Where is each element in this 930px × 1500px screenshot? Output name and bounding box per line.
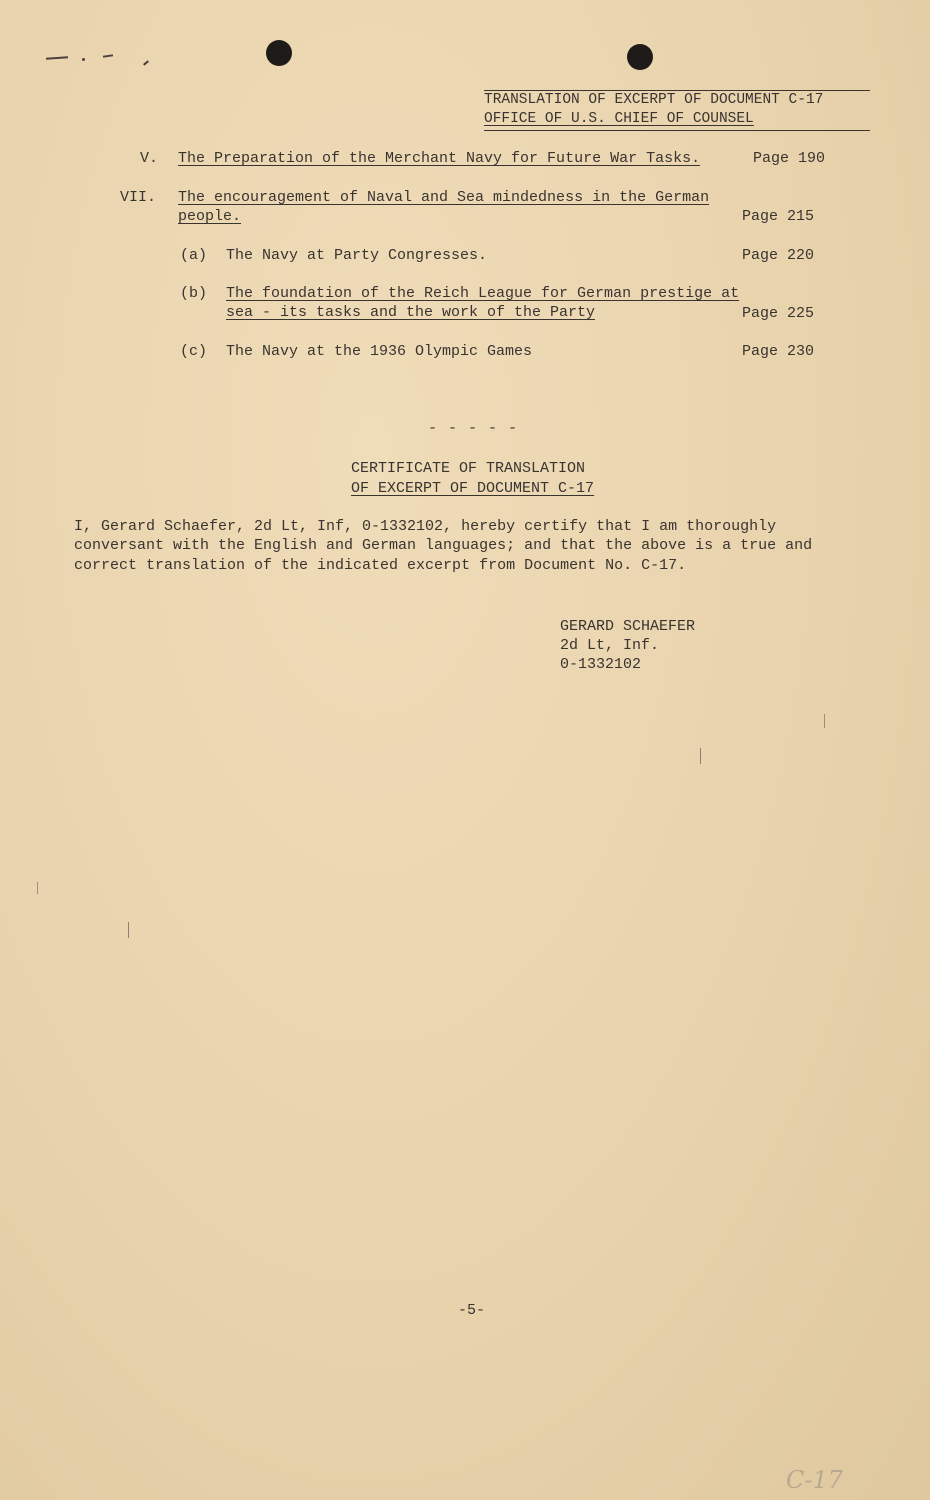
toc-entry-vii-page: Page 215 xyxy=(742,208,815,225)
certificate-body-line2: conversant with the English and German languages; and that the above is a true and xyxy=(74,537,813,554)
document-header xyxy=(484,90,870,131)
stray-mark xyxy=(37,882,38,894)
section-separator: - - - - - xyxy=(428,420,519,437)
stray-mark xyxy=(824,714,825,728)
punch-hole-left xyxy=(266,40,292,66)
toc-entry-v-title: The Preparation of the Merchant Navy for Future War Tasks. xyxy=(178,150,701,167)
stray-mark xyxy=(46,56,68,60)
stray-mark xyxy=(103,54,113,57)
toc-sub-c-title: The Navy at the 1936 Olympic Games xyxy=(226,343,533,360)
signature-name: GERARD SCHAEFER xyxy=(560,618,696,635)
toc-sub-b-title-line2: sea - its tasks and the work of the Party xyxy=(226,304,596,321)
toc-sub-b-title-line1: The foundation of the Reich League for German prestige at xyxy=(226,285,740,302)
toc-entry-vii-title-line2: people. xyxy=(178,208,242,225)
page-number: -5- xyxy=(458,1302,486,1319)
toc-sub-c-page: Page 230 xyxy=(742,343,815,360)
certificate-title-line2: OF EXCERPT OF DOCUMENT C-17 xyxy=(351,480,595,497)
signature-rank: 2d Lt, Inf. xyxy=(560,637,660,654)
handwritten-note: C-17 xyxy=(786,1466,844,1494)
certificate-body-line1: I, Gerard Schaefer, 2d Lt, Inf, 0-1332102, hereby certify that I am thoroughly xyxy=(74,518,777,535)
signature-serial: 0-1332102 xyxy=(560,656,642,673)
toc-sub-a-title: The Navy at Party Congresses. xyxy=(226,247,488,264)
stray-mark xyxy=(700,748,701,764)
toc-entry-v-numeral: V. xyxy=(140,150,159,167)
toc-sub-b-label: (b) xyxy=(180,285,208,302)
stray-mark xyxy=(82,58,85,61)
toc-entry-v-page: Page 190 xyxy=(753,150,826,167)
certificate-body-line3: correct translation of the indicated excerpt from Document No. C-17. xyxy=(74,557,687,574)
header-line-2: OFFICE OF U.S. CHIEF OF COUNSEL xyxy=(484,111,754,127)
toc-entry-vii-title-line1: The encouragement of Naval and Sea mindedness in the German xyxy=(178,189,710,206)
toc-sub-c-label: (c) xyxy=(180,343,208,360)
certificate-title-line1: CERTIFICATE OF TRANSLATION xyxy=(351,460,586,477)
header-line-1: TRANSLATION OF EXCERPT OF DOCUMENT C-17 xyxy=(484,92,824,108)
stray-mark xyxy=(143,60,149,65)
toc-entry-vii-numeral: VII. xyxy=(120,189,157,206)
stray-mark xyxy=(128,922,129,938)
toc-sub-b-page: Page 225 xyxy=(742,305,815,322)
punch-hole-right xyxy=(627,44,653,70)
toc-sub-a-page: Page 220 xyxy=(742,247,815,264)
toc-sub-a-label: (a) xyxy=(180,247,208,264)
